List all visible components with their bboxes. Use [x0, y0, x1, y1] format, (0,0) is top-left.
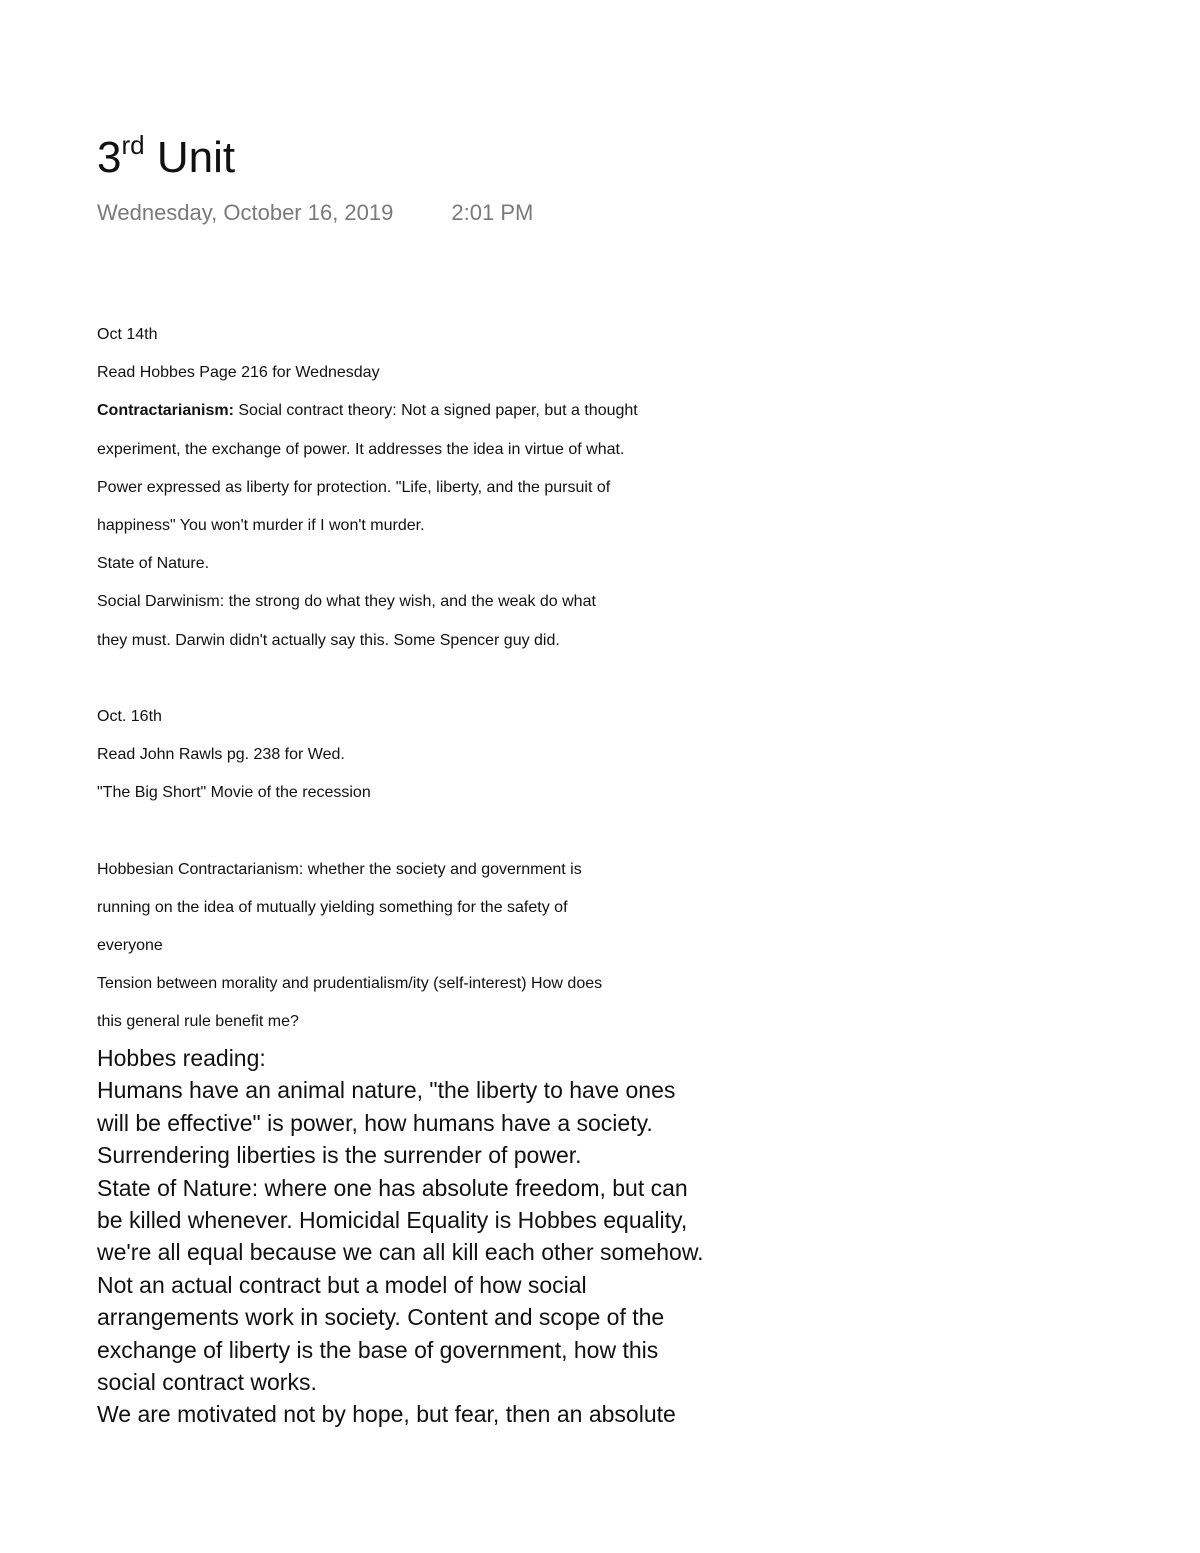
social-darwinism-line-1: Social Darwinism: the strong do what they wish, and the weak do what: [97, 593, 596, 611]
oct16-reading-assignment: Read John Rawls pg. 238 for Wed.: [97, 746, 345, 764]
reading-line: Hobbes reading:: [97, 1045, 266, 1071]
tension-line-2: this general rule benefit me?: [97, 1013, 299, 1031]
state-of-nature-note: State of Nature.: [97, 555, 210, 573]
reading-line: exchange of liberty is the base of government, how this: [97, 1336, 659, 1363]
blank-line: [97, 660, 797, 698]
title-word: Unit: [156, 133, 236, 182]
reading-line: Humans have an animal nature, "the liberty to have ones: [97, 1077, 676, 1104]
hobbesian-line-3: everyone: [97, 937, 163, 954]
tension-line-1: Tension between morality and prudentialism/ity (self-interest) How does: [97, 975, 603, 993]
reading-line: Not an actual contract but a model of how social: [97, 1271, 587, 1298]
notes-body: [97, 316, 797, 1042]
hobbesian-line-2: running on the idea of mutually yielding something for the safety of: [97, 898, 568, 916]
oct14-reading-assignment: Read Hobbes Page 216 for Wednesday: [97, 364, 380, 382]
reading-line: State of Nature: where one has absolute freedom, but can: [97, 1174, 688, 1201]
contractarianism-term: Contractarianism:: [97, 402, 234, 420]
note-time: 2:01 PM: [451, 200, 534, 225]
contractarianism-line-1: [97, 392, 797, 430]
note-timestamp: [97, 200, 533, 226]
contractarianism-line-2: experiment, the exchange of power. It addresses the idea in virtue of what.: [97, 440, 625, 458]
hobbesian-line-1: Hobbesian Contractarianism: whether the society and government is: [97, 860, 582, 878]
reading-line: we're all equal because we can all kill each other somehow.: [97, 1239, 704, 1266]
reading-line: be killed whenever. Homicidal Equality is Hobbes equality,: [97, 1206, 688, 1233]
oct16-heading: Oct. 16th: [97, 707, 162, 725]
page-title: [97, 132, 235, 184]
contractarianism-definition: Social contract theory: Not a signed paper, but a thought: [233, 402, 638, 420]
note-date: Wednesday, October 16, 2019: [97, 200, 394, 225]
reading-line: social contract works.: [97, 1368, 317, 1395]
oct14-heading: Oct 14th: [97, 326, 158, 343]
contractarianism-line-4: happiness" You won't murder if I won't murder.: [97, 516, 425, 534]
page-bottom-margin: [0, 1436, 1200, 1553]
reading-line: Surrendering liberties is the surrender of power.: [97, 1142, 582, 1169]
big-short-note: "The Big Short" Movie of the recession: [97, 784, 371, 802]
reading-line: We are motivated not by hope, but fear, then an absolute: [97, 1401, 676, 1428]
social-darwinism-line-2: they must. Darwin didn't actually say this. Some Spencer guy did.: [97, 631, 560, 649]
blank-line: [97, 812, 797, 850]
reading-line: will be effective" is power, how humans have a society.: [97, 1109, 653, 1136]
title-number: 3: [97, 133, 122, 182]
contractarianism-line-3: Power expressed as liberty for protection. "Life, liberty, and the pursuit of: [97, 478, 611, 496]
title-ordinal-suffix: rd: [121, 130, 145, 160]
reading-line: arrangements work in society. Content and scope of the: [97, 1304, 665, 1331]
hobbes-reading-notes: [97, 1042, 797, 1431]
